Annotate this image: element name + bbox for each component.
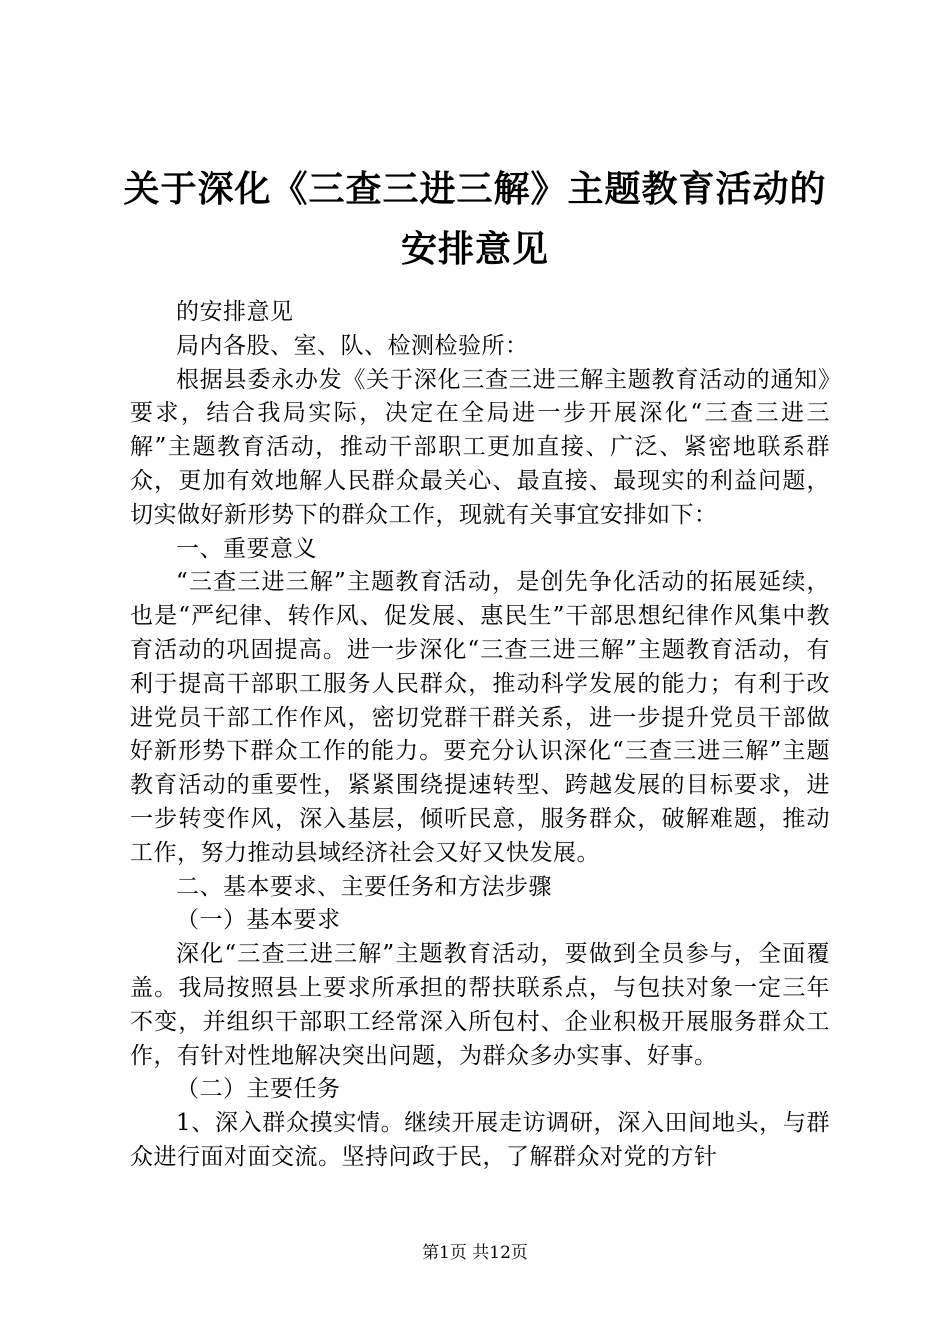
subsection-heading-main-tasks: （二）主要任务 [176, 1076, 341, 1103]
document-body [130, 296, 830, 1175]
paragraph-basic-requirements: 深化“三查三进三解”主题教育活动，要做到全员参与，全面覆盖。我局按照县上要求所承担的帮扶联系点，与包扶对象一定三年不变，并组织干部职工经常深入所包村、企业积极开展服务群众工作，有针对性地解决突出问题，为群众多办实事、好事。 [130, 941, 830, 1069]
paragraph-significance: “三查三进三解”主题教育活动，是创先争化活动的拓展延续，也是“严纪律、转作风、促发展、惠民生”干部思想纪律作风集中教育活动的巩固提高。进一步深化“三查三进三解”主题教育活动，有利于提高干部职工服务人民群众，推动科学发展的能力；有利于改进党员干部工作作风，密切党群干群关系，进一步提升党员干部做好新形势下群众工作的能力。要充分认识深化“三查三进三解”主题教育活动的重要性，紧紧围绕提速转型、跨越发展的目标要求，进一步转变作风，深入基层，倾听民意，服务群众，破解难题，推动工作，努力推动县域经济社会又好又快发展。 [130, 569, 830, 866]
subsection-heading-basic-requirements: （一）基本要求 [176, 907, 341, 934]
paragraph-intro: 根据县委永办发《关于深化三查三进三解主题教育活动的通知》要求，结合我局实际，决定在全局进一步开展深化“三查三进三解”主题教育活动，推动干部职工更加直接、广泛、紧密地联系群众，更加有效地解人民群众最关心、最直接、最现实的利益问题，切实做好新形势下的群众工作，现就有关事宜安排如下： [130, 366, 830, 528]
document-title: 关于深化《三查三进三解》主题教育活动的安排意见 [123, 169, 827, 270]
paragraph-task-1: 1、深入群众摸实情。继续开展走访调研，深入田间地头，与群众进行面对面交流。坚持问政于民，了解群众对党的方针 [130, 1110, 830, 1170]
section-heading-requirements: 二、基本要求、主要任务和方法步骤 [176, 873, 552, 900]
paragraph-addressee: 局内各股、室、队、检测检验所： [176, 332, 529, 359]
section-heading-significance: 一、重要意义 [176, 535, 317, 562]
paragraph-subtitle: 的安排意见 [176, 299, 294, 325]
page-number-footer: 第1页 共12页 [422, 1243, 528, 1263]
